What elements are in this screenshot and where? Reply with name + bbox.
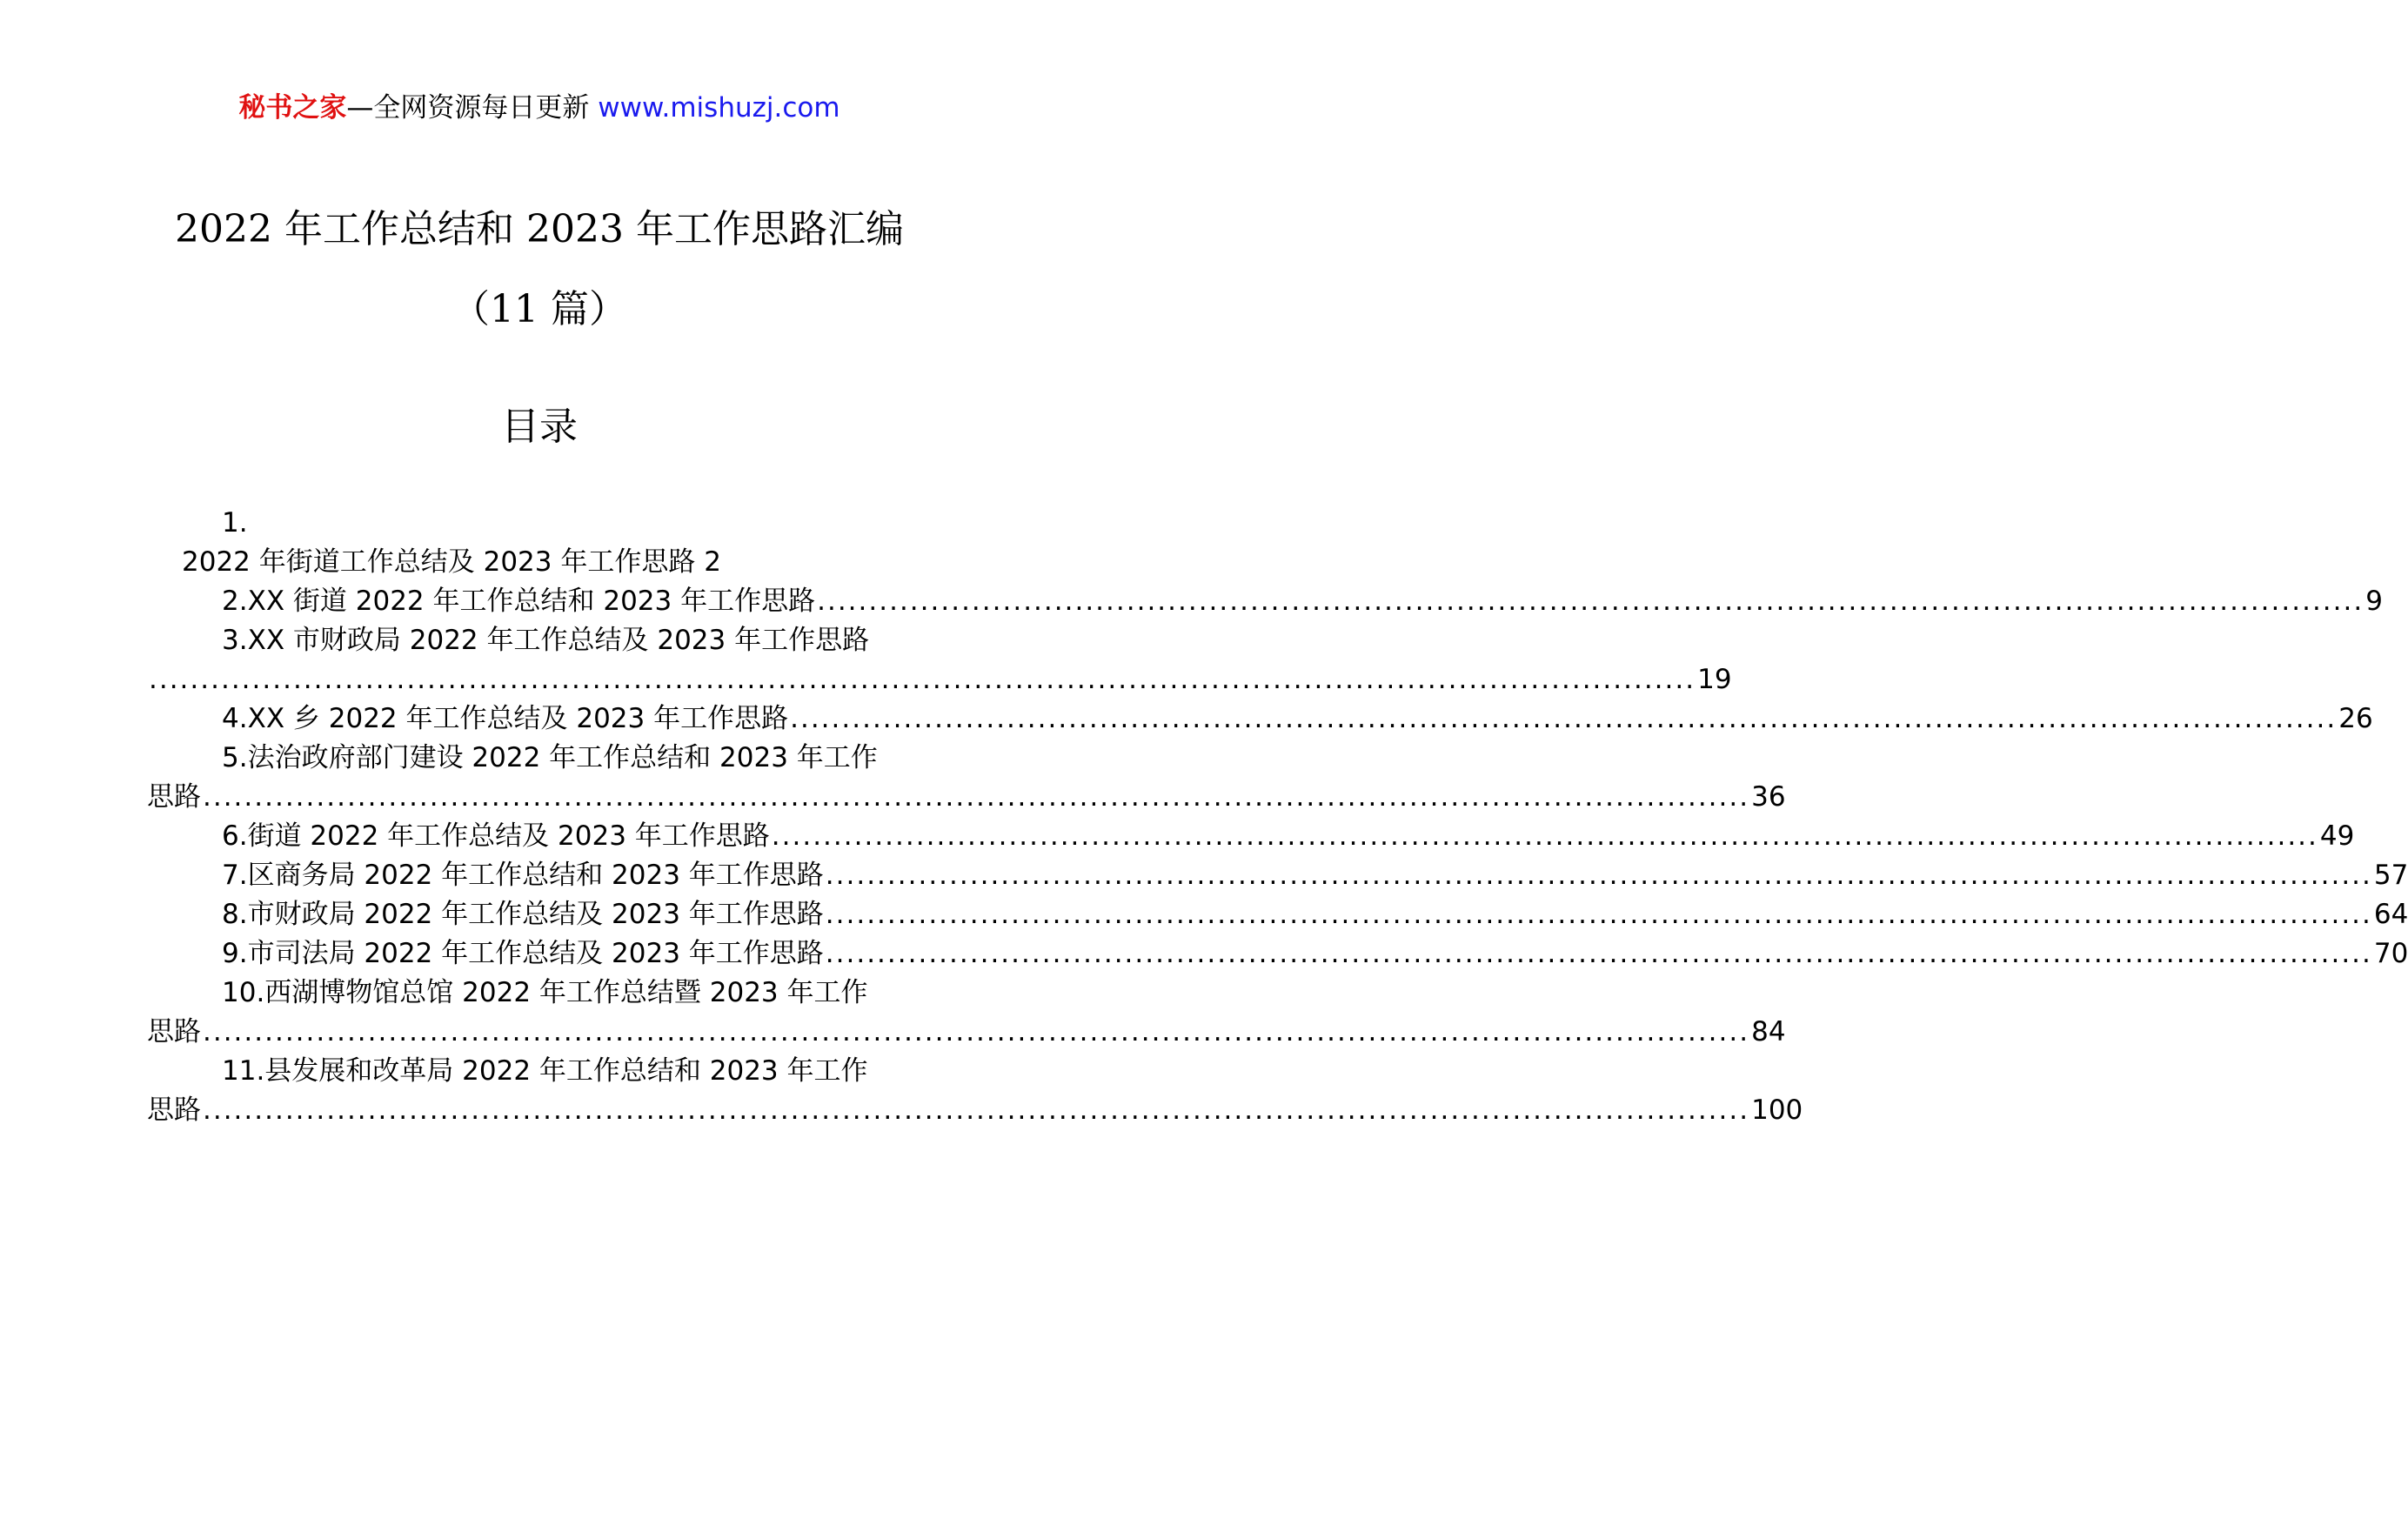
toc-item-8[interactable]	[164, 895, 2408, 934]
toc-page-number: 9	[2365, 586, 2383, 617]
toc-leader-dots: ......................................................................................................................................................	[203, 781, 1750, 813]
toc-page-number: 49	[2319, 820, 2355, 852]
toc-item-title: 6.街道 2022 年工作总结及 2023 年工作思路	[222, 820, 770, 852]
toc-item-11-title[interactable]: 11.县发展和改革局 2022 年工作总结和 2023 年工作	[222, 1055, 868, 1087]
toc-page-number: 100	[1751, 1094, 1803, 1126]
toc-page-number: 26	[2338, 703, 2373, 734]
toc-item-5-title[interactable]: 5.法治政府部门建设 2022 年工作总结和 2023 年工作	[222, 742, 878, 773]
toc-page-number: 19	[1697, 664, 1732, 695]
toc-item-title: 7.区商务局 2022 年工作总结和 2023 年工作思路	[222, 860, 824, 891]
toc-item-title: 8.市财政局 2022 年工作总结及 2023 年工作思路	[222, 899, 824, 930]
toc-page-number: 84	[1751, 1016, 1786, 1047]
toc-page-number: 64	[2373, 899, 2408, 930]
toc-item-10-leader-line[interactable]	[147, 1013, 1786, 1052]
toc-leader-dots: ......................................................................................................................................................	[817, 586, 2365, 617]
toc-item-title: 9.市司法局 2022 年工作总结及 2023 年工作思路	[222, 938, 824, 969]
toc-leader-dots: ......................................................................................................................................................	[203, 1016, 1750, 1047]
toc-item-3-leader-line[interactable]	[147, 660, 1732, 699]
toc-item-tail: 思路	[147, 1016, 201, 1047]
document-title: 2022 年工作总结和 2023 年工作思路汇编	[175, 207, 904, 251]
toc-item-4[interactable]	[164, 699, 2373, 739]
toc-leader-dots: ......................................................................................................................................................	[825, 860, 2372, 891]
toc-leader-dots: ......................................................................................................................................................	[771, 820, 2318, 852]
toc-item-5-leader-line[interactable]	[147, 778, 1786, 817]
toc-leader-dots: ......................................................................................................................................................	[825, 899, 2372, 930]
site-header	[0, 90, 1079, 125]
toc-item-title: 2.XX 街道 2022 年工作总结和 2023 年工作思路	[222, 586, 816, 617]
toc-item-6[interactable]	[164, 817, 2355, 856]
brand-name: 秘书之家	[238, 92, 347, 124]
toc-item-title: 4.XX 乡 2022 年工作总结及 2023 年工作思路	[222, 703, 789, 734]
toc-page-number: 36	[1751, 781, 1786, 813]
toc-item-2[interactable]	[164, 582, 2383, 621]
toc-item-11-leader-line[interactable]	[147, 1091, 1803, 1130]
document-subtitle: （11 篇）	[452, 287, 627, 331]
toc-item-3-title[interactable]: 3.XX 市财政局 2022 年工作总结及 2023 年工作思路	[222, 625, 870, 656]
toc-item-1-title[interactable]: 2022 年街道工作总结及 2023 年工作思路 2	[182, 546, 721, 578]
site-url-link[interactable]: www.mishuzj.com	[598, 92, 840, 124]
toc-item-tail: 思路	[147, 781, 201, 813]
toc-leader-dots: ......................................................................................................................................................	[790, 703, 2338, 734]
toc-heading: 目录	[501, 405, 578, 449]
toc-item-10-title[interactable]: 10.西湖博物馆总馆 2022 年工作总结暨 2023 年工作	[222, 977, 868, 1008]
toc-item-7[interactable]	[164, 856, 2408, 895]
toc-item-tail: 思路	[147, 1094, 201, 1126]
table-of-contents	[147, 504, 2408, 1130]
toc-page-number: 57	[2373, 860, 2408, 891]
toc-item-9[interactable]	[164, 934, 2408, 974]
toc-leader-dots: ......................................................................................................................................................	[825, 938, 2372, 969]
toc-leader-dots: ......................................................................................................................................................	[149, 664, 1696, 695]
toc-item-1-number[interactable]: 1.	[222, 507, 248, 539]
header-tagline: —全网资源每日更新	[346, 92, 599, 124]
toc-page-number: 70	[2373, 938, 2408, 969]
toc-leader-dots: ......................................................................................................................................................	[203, 1094, 1750, 1126]
